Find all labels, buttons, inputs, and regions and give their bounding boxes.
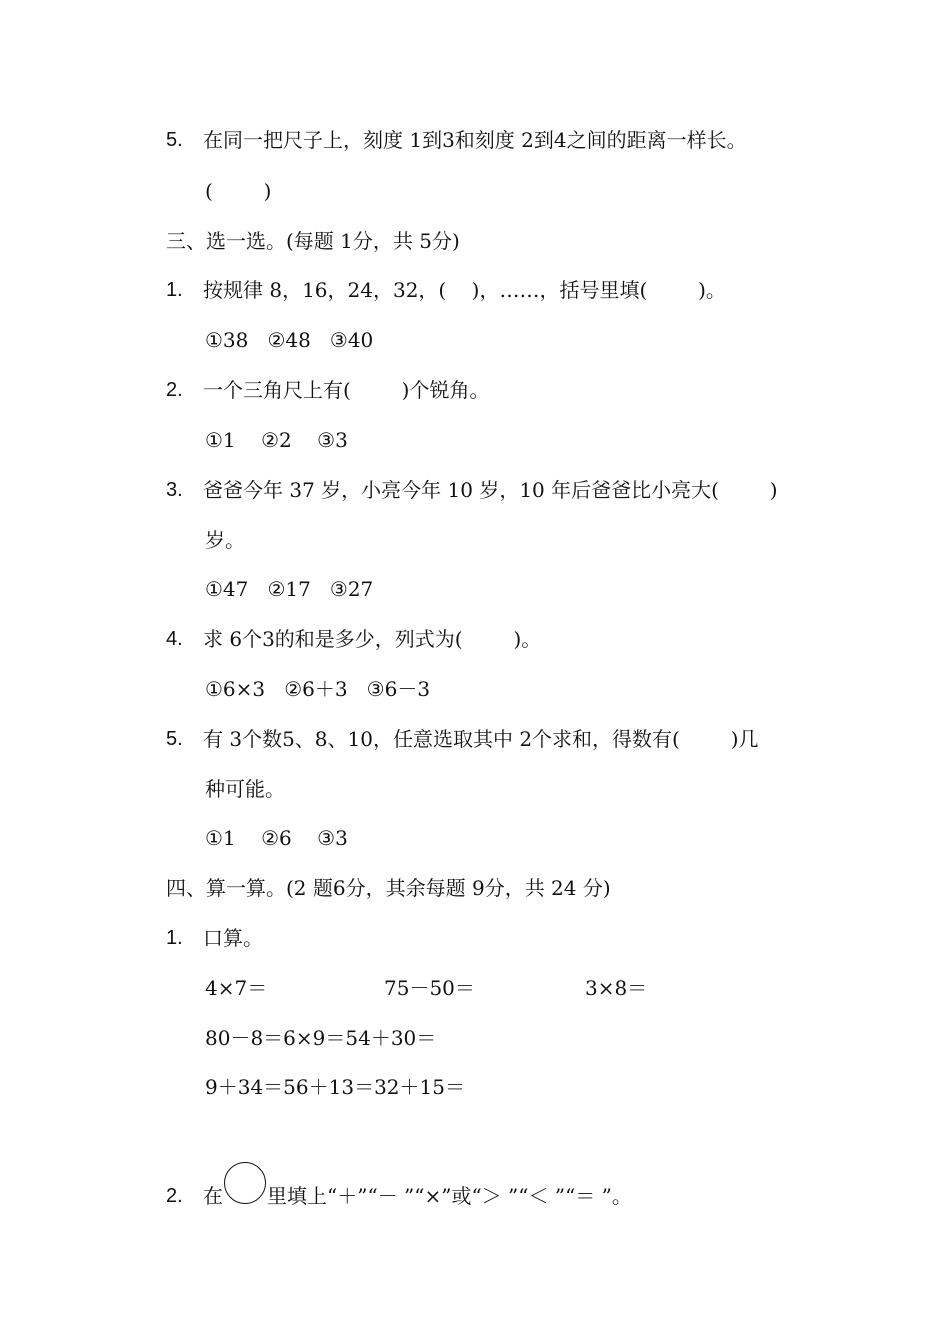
- question-text-prefix: 在: [203, 1184, 223, 1208]
- question-options: ①38 ②48 ③40: [205, 328, 374, 352]
- question-text: 里填上“＋”“－ ”“×”或“＞ ”“＜ ”“＝ ”。: [267, 1184, 632, 1208]
- question-options: ①6×3 ②6＋3 ③6－3: [205, 677, 431, 701]
- question-number: 5.: [166, 129, 183, 151]
- question-number: 3.: [166, 479, 183, 501]
- question-text: 在同一把尺子上，刻度 1到3和刻度 2到4之间的距离一样长。: [203, 128, 747, 152]
- oral-calc-item: 3×8＝: [585, 976, 648, 1000]
- section-heading: 四、算一算。(2 题6分，其余每题 9分，共 24 分): [166, 876, 611, 900]
- oral-calc-row: 80－8＝6×9＝54＋30＝: [205, 1026, 437, 1050]
- question-options: ①1 ②6 ③3: [205, 826, 348, 850]
- oral-calc-row: 9＋34＝56＋13＝32＋15＝: [205, 1075, 465, 1099]
- question-number: 1.: [166, 279, 183, 301]
- question-number: 2.: [166, 379, 183, 401]
- question-text: 有 3个数5、8、10，任意选取其中 2个求和，得数有( )几: [203, 727, 759, 751]
- question-text: 爸爸今年 37 岁，小亮今年 10 岁，10 年后爸爸比小亮大( ): [203, 478, 778, 502]
- question-text: 口算。: [203, 926, 263, 950]
- question-text: 求 6个3的和是多少，列式为( )。: [203, 627, 542, 651]
- question-text-continued: 岁。: [205, 528, 245, 552]
- question-number: 4.: [166, 628, 183, 650]
- oral-calc-item: 75－50＝: [384, 976, 475, 1000]
- oral-calc-item: 4×7＝: [205, 976, 268, 1000]
- question-text-continued: 种可能。: [205, 777, 285, 801]
- circle-blank-icon: [224, 1162, 266, 1204]
- question-options: ①1 ②2 ③3: [205, 428, 348, 452]
- question-number: 2.: [166, 1185, 183, 1207]
- question-text: 按规律 8，16，24，32，( )，……，括号里填( )。: [203, 278, 726, 302]
- question-options: ①47 ②17 ③27: [205, 577, 374, 601]
- question-number: 1.: [166, 927, 183, 949]
- question-text: 一个三角尺上有( )个锐角。: [203, 378, 490, 402]
- section-heading: 三、选一选。(每题 1分，共 5分): [166, 229, 460, 253]
- answer-blank[interactable]: ( ): [205, 179, 272, 203]
- question-number: 5.: [166, 728, 183, 750]
